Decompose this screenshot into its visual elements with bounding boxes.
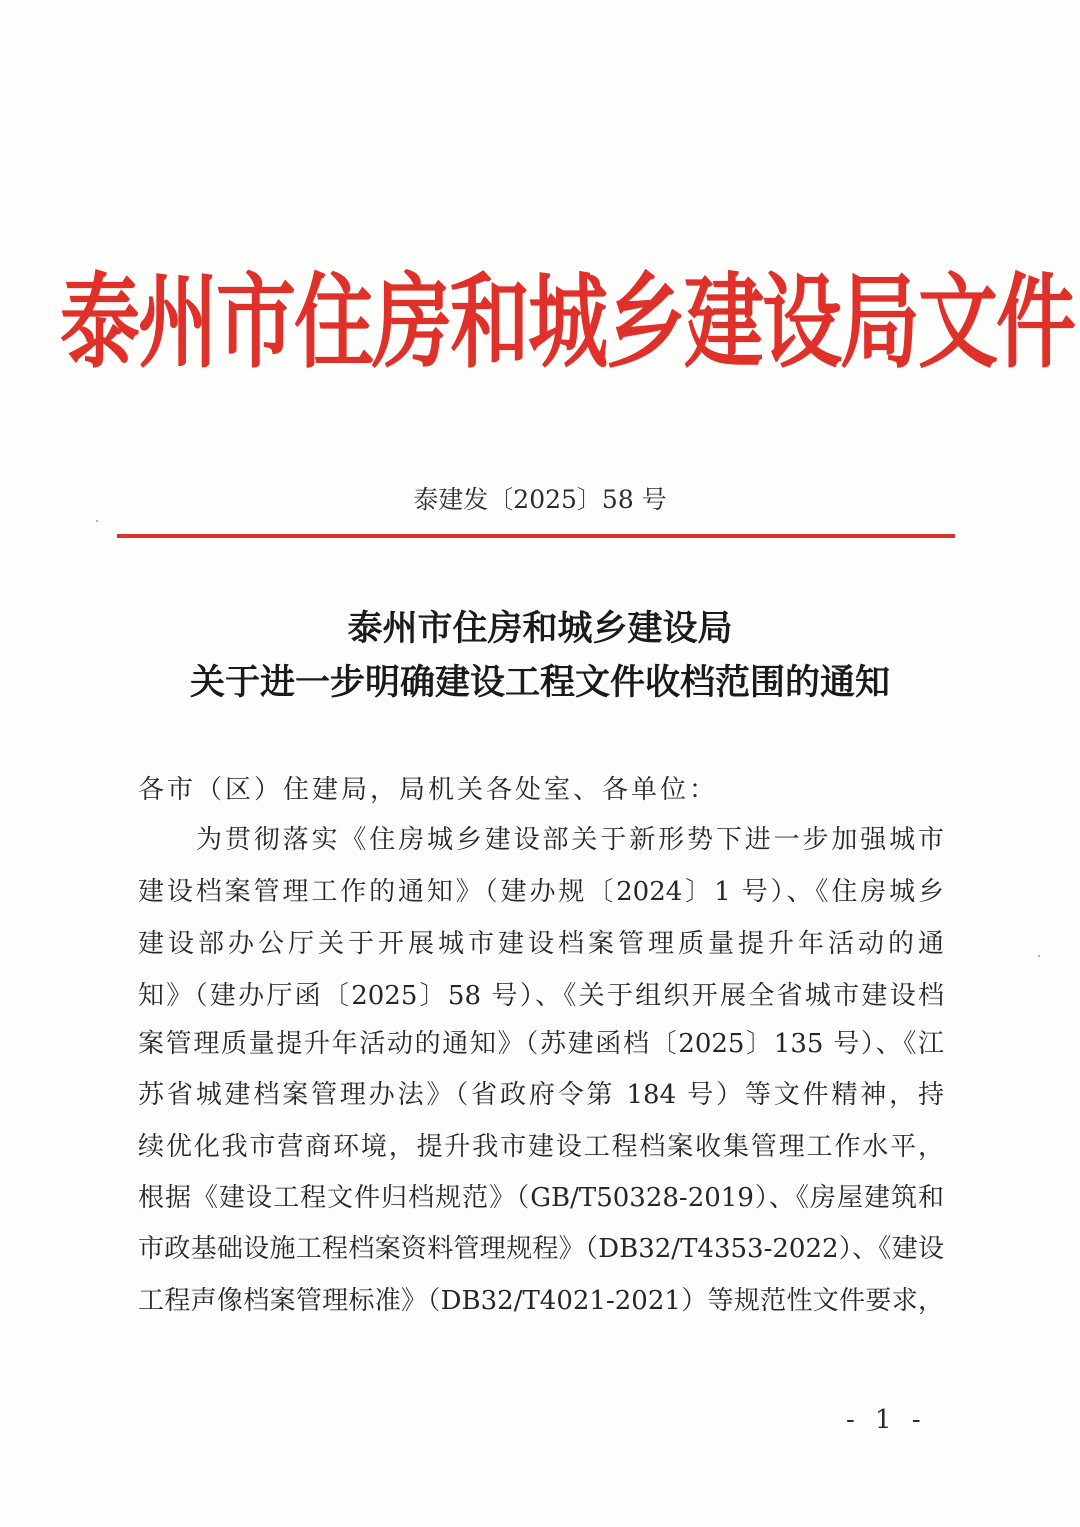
body-text-line: 建设部办公厅关于开展城市建设档案管理质量提升年活动的通 (138, 929, 944, 959)
body-text-line: 根据《建设工程文件归档规范》（GB/T50328-2019）、《房屋建筑和 (138, 1183, 944, 1213)
notice-title-line-2: 关于进一步明确建设工程文件收档范围的通知 (189, 662, 890, 703)
red-divider-line (117, 534, 955, 538)
body-text-line: 续优化我市营商环境，提升我市建设工程档案收集管理工作水平， (138, 1132, 944, 1162)
scan-speck (1038, 955, 1040, 957)
body-text-line: 建设档案管理工作的通知》（建办规〔2024〕1 号）、《住房城乡 (138, 877, 944, 907)
body-text-line: 苏省城建档案管理办法》（省政府令第 184 号）等文件精神，持 (138, 1080, 944, 1110)
page-number: - 1 - (846, 1405, 927, 1435)
masthead-title: 泰州市住房和城乡建设局文件 (60, 262, 1074, 382)
scan-speck (96, 520, 98, 522)
body-text-line: 案管理质量提升年活动的通知》（苏建函档〔2025〕135 号）、《江 (138, 1029, 944, 1059)
document-number: 泰建发〔2025〕58 号 (413, 485, 667, 514)
body-text-line: 知》（建办厅函〔2025〕58 号）、《关于组织开展全省城市建设档 (138, 981, 944, 1011)
body-text-line: 市政基础设施工程档案资料管理规程》（DB32/T4353-2022）、《建设 (138, 1234, 944, 1264)
body-text-line: 工程声像档案管理标准》（DB32/T4021-2021）等规范性文件要求， (138, 1286, 944, 1316)
salutation: 各市（区）住建局，局机关各处室、各单位： (138, 775, 719, 805)
body-text-line: 为贯彻落实《住房城乡建设部关于新形势下进一步加强城市 (196, 825, 944, 855)
notice-title-line-1: 泰州市住房和城乡建设局 (347, 608, 733, 649)
